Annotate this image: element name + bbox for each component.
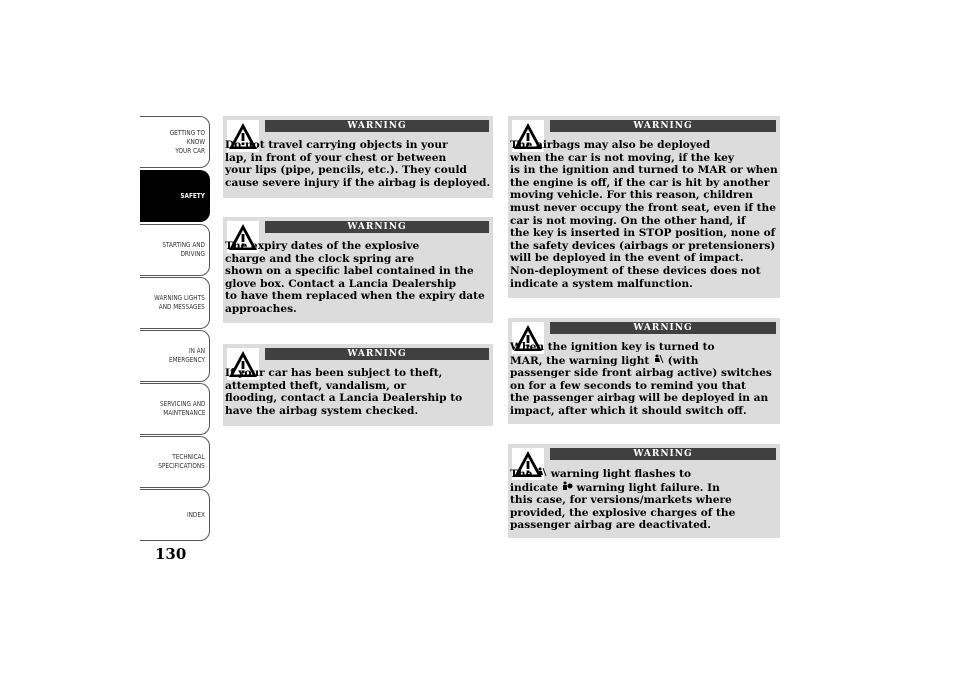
warning-heading: WARNING bbox=[550, 322, 776, 334]
tab-starting-driving[interactable]: STARTING AND DRIVING bbox=[140, 224, 210, 276]
warning-heading: WARNING bbox=[265, 221, 489, 233]
warning-box bbox=[508, 444, 780, 538]
warning-box bbox=[223, 344, 493, 426]
warning-text: If your car has been subject to theft, attempted theft, vandalism, or flooding, contact a Lancia Dealership to have the airbag system checked. bbox=[225, 367, 463, 417]
passenger-airbag-off-icon bbox=[536, 467, 547, 477]
tab-servicing[interactable]: SERVICING AND MAINTENANCE bbox=[140, 383, 210, 435]
warning-text: When the ignition key is turned to MAR, the warning light (with passenger side front airbag active) switches on for a few seconds to remind you that the passenger airbag will be deployed in an impact, after which it should switch off. bbox=[510, 341, 772, 417]
tab-warning-lights[interactable]: WARNING LIGHTS AND MESSAGES bbox=[140, 277, 210, 329]
warning-box bbox=[223, 116, 493, 198]
warning-heading: WARNING bbox=[550, 120, 776, 132]
tab-index[interactable]: INDEX bbox=[140, 489, 210, 541]
warning-text: The expiry dates of the explosive charge and the clock spring are shown on a specific label contained in the glove box. Contact a Lancia Dealership to have them replaced when the expiry date approaches. bbox=[225, 240, 485, 315]
page-number: 130 bbox=[155, 545, 187, 563]
tab-getting-to-know[interactable]: GETTING TO KNOW YOUR CAR bbox=[140, 116, 210, 168]
warning-box bbox=[508, 318, 780, 424]
tab-safety[interactable]: SAFETY bbox=[140, 170, 210, 222]
warning-text: The warning light flashes to indicate warning light failure. In this case, for versions/markets where provided, the explosive charges of the passenger airbag are deactivated. bbox=[510, 468, 736, 532]
warning-heading: WARNING bbox=[265, 120, 489, 132]
airbag-icon bbox=[562, 481, 573, 491]
warning-box bbox=[508, 116, 780, 298]
tab-emergency[interactable]: IN AN EMERGENCY bbox=[140, 330, 210, 382]
warning-heading: WARNING bbox=[265, 348, 489, 360]
passenger-airbag-off-icon bbox=[653, 354, 664, 364]
tab-technical[interactable]: TECHNICAL SPECIFICATIONS bbox=[140, 436, 210, 488]
warning-heading: WARNING bbox=[550, 448, 776, 460]
warning-text: Do not travel carrying objects in your lap, in front of your chest or between your lips (pipe, pencils, etc.). They could cause severe injury if the airbag is deployed. bbox=[225, 139, 491, 189]
warning-text: The airbags may also be deployed when the car is not moving, if the key is in the ignition and turned to MAR or when the engine is off, if the car is hit by another moving vehicle. For this reason, children must never occupy the front seat, even if the car is not moving. On the other hand, if the key is inserted in STOP position, none of the safety devices (airbags or pretensioners) will be deployed in the event of impact. Non-deployment of these devices does not indicate a system malfunction. bbox=[510, 139, 778, 290]
warning-box bbox=[223, 217, 493, 323]
